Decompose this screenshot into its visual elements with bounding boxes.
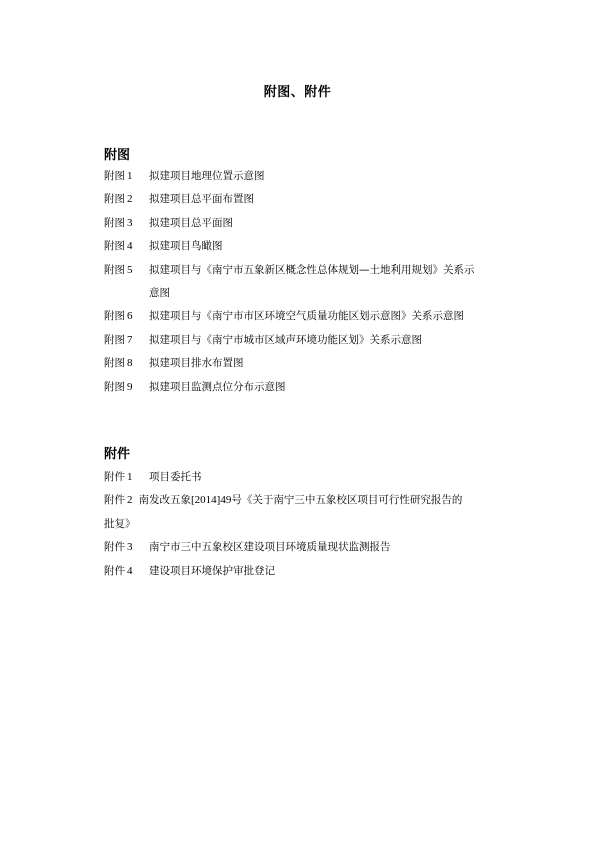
figure-item-7: 附图 7 拟建项目与《南宁市城市区域声环境功能区划》关系示意图 <box>104 333 422 346</box>
figure-item-6: 附图 6 拟建项目与《南宁市市区环境空气质量功能区划示意图》关系示意图 <box>104 310 464 323</box>
figure-item-9: 附图 9 拟建项目监测点位分布示意图 <box>104 380 286 393</box>
page-title: 附图、附件 <box>263 85 332 100</box>
figure-item-3: 附图 3 拟建项目总平面图 <box>104 216 233 229</box>
figure-item-2: 附图 2 拟建项目总平面布置图 <box>104 193 254 206</box>
attachment-item-4: 附件 4 建设项目环境保护审批登记 <box>104 564 275 577</box>
figure-item-5: 附图 5 拟建项目与《南宁市五象新区概念性总体规划—土地利用规划》关系示 意图 <box>104 263 475 300</box>
attachments-list <box>104 466 534 583</box>
attachment-item-2: 附件 2 南发改五象[2014]49号《关于南宁三中五象校区项目可行性研究报告的 批复》 <box>104 494 463 530</box>
figure-item-8: 附图 8 拟建项目排水布置图 <box>104 357 244 370</box>
figures-list <box>104 165 534 399</box>
figures-heading: 附图 <box>104 148 131 163</box>
attachments-heading: 附件 <box>104 447 131 462</box>
figure-item-1: 附图 1 拟建项目地理位置示意图 <box>104 170 265 182</box>
attachment-item-1: 附件 1 项目委托书 <box>104 471 202 483</box>
figure-item-4: 附图 4 拟建项目鸟瞰图 <box>104 240 223 253</box>
attachment-item-3: 附件 3 南宁市三中五象校区建设项目环境质量现状监测报告 <box>104 541 391 554</box>
